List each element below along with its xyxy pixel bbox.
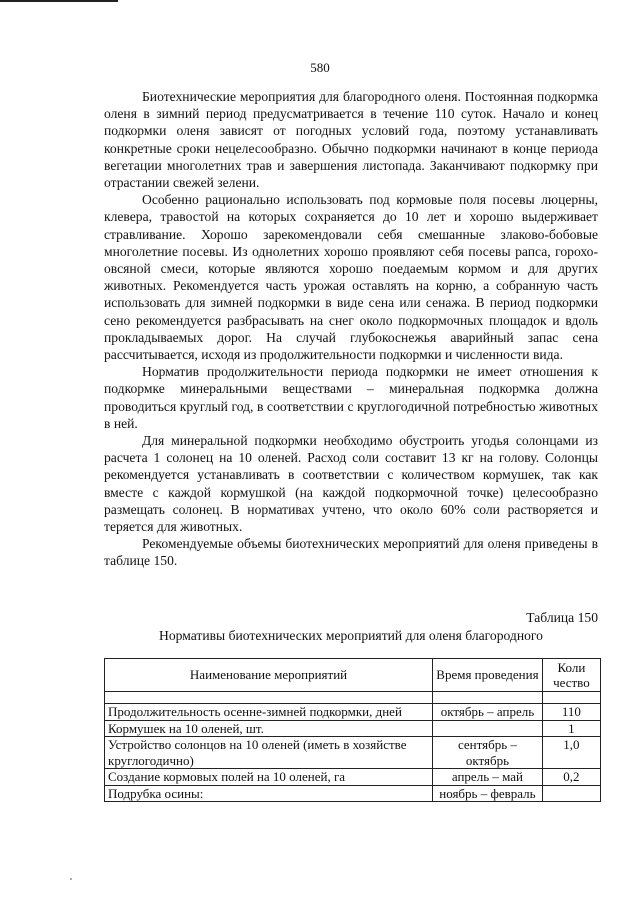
row-time: октябрь – апрель — [433, 704, 543, 721]
table-spacer-row — [105, 692, 601, 704]
row-qty: 1,0 — [542, 737, 600, 769]
table-row — [105, 720, 601, 737]
page-number: 580 — [310, 60, 330, 75]
row-time: апрель – май — [433, 769, 543, 786]
table-row — [105, 704, 601, 721]
paragraph: Особенно рационально использовать под кормовые поля посевы люцерны, клевера, травостой на которых сохраняется до 10 лет и хорошо выдерживает стравливание. Хорошо зарекомендовали себя смешанные злаково-бобовые многолетние посевы. Из однолетних хорошо проявляют себя посевы рапса, горохо-овсяной смеси, которые являются хорошо поедаемым кормом и для других животных. Рекомендуется часть урожая оставлять на корню, а собранную часть использовать для зимней подкормки в виде сена или сенажа. В период подкормки сено рекомендуется разбрасывать на снег около подкормочных площадок и вдоль прокладываемых дорог. На случай глубокоснежья аварийный запас сена рассчитывается, исходя из продолжительности подкормки и численности вида. — [104, 192, 598, 363]
row-qty: 0,2 — [542, 769, 600, 786]
row-name: Создание кормовых полей на 10 оленей, га — [105, 769, 433, 786]
row-name: Подрубка осины: — [105, 785, 433, 802]
header-name: Наименование мероприятий — [105, 659, 433, 692]
row-qty: 110 — [542, 704, 600, 721]
row-qty — [542, 785, 600, 802]
row-time: сентябрь – октябрь — [433, 737, 543, 769]
table-header-row — [105, 659, 601, 692]
norms-table — [104, 658, 601, 802]
scan-speck — [70, 878, 72, 880]
table-row — [105, 737, 601, 769]
body-text — [104, 88, 598, 570]
header-qty: Коли чество — [542, 659, 600, 692]
row-qty: 1 — [542, 720, 600, 737]
paragraph: Биотехнические мероприятия для благородного оленя. Постоянная подкормка оленя в зимний период предусматривается в течение 110 суток. Начало и конец подкормки оленя зависят от погодных условий года, поэтому устанавливать конкретные сроки нецелесообразно. Обычно подкормки начинают в конце периода вегетации многолетних трав и завершения листопада. Заканчивают подкормку при отрастании свежей зелени. — [104, 89, 598, 191]
row-name: Кормушек на 10 оленей, шт. — [105, 720, 433, 737]
row-time — [433, 720, 543, 737]
table-row — [105, 769, 601, 786]
table-row — [105, 785, 601, 802]
table-label: Таблица 150 — [526, 610, 598, 625]
table-title: Нормативы биотехнических мероприятий для оленя благородного — [159, 628, 543, 643]
header-time: Время проведения — [433, 659, 543, 692]
row-time: ноябрь – февраль — [433, 785, 543, 802]
top-rule — [0, 0, 118, 2]
row-name: Продолжительность осенне-зимней подкормки, дней — [105, 704, 433, 721]
paragraph: Для минеральной подкормки необходимо обустроить угодья солонцами из расчета 1 солонец на 10 оленей. Расход соли составит 13 кг на голову. Солонцы рекомендуется устанавливать в соответствии с количеством кормушек, так как вместе с каждой кормушкой (на каждой подкормочной точке) целесообразно размещать солонец. В нормативах учтено, что около 60% соли растворяется и теряется для животных. — [104, 433, 598, 535]
row-name: Устройство солонцов на 10 оленей (иметь в хозяйстве круглогодично) — [105, 737, 433, 769]
paragraph: Рекомендуемые объемы биотехнических мероприятий для оленя приведены в таблице 150. — [104, 536, 598, 569]
paragraph: Норматив продолжительности периода подкормки не имеет отношения к подкормке минеральными веществами – минеральная подкормка должна проводиться круглый год, в соответствии с круглогодичной потребностью животных в ней. — [104, 364, 598, 431]
